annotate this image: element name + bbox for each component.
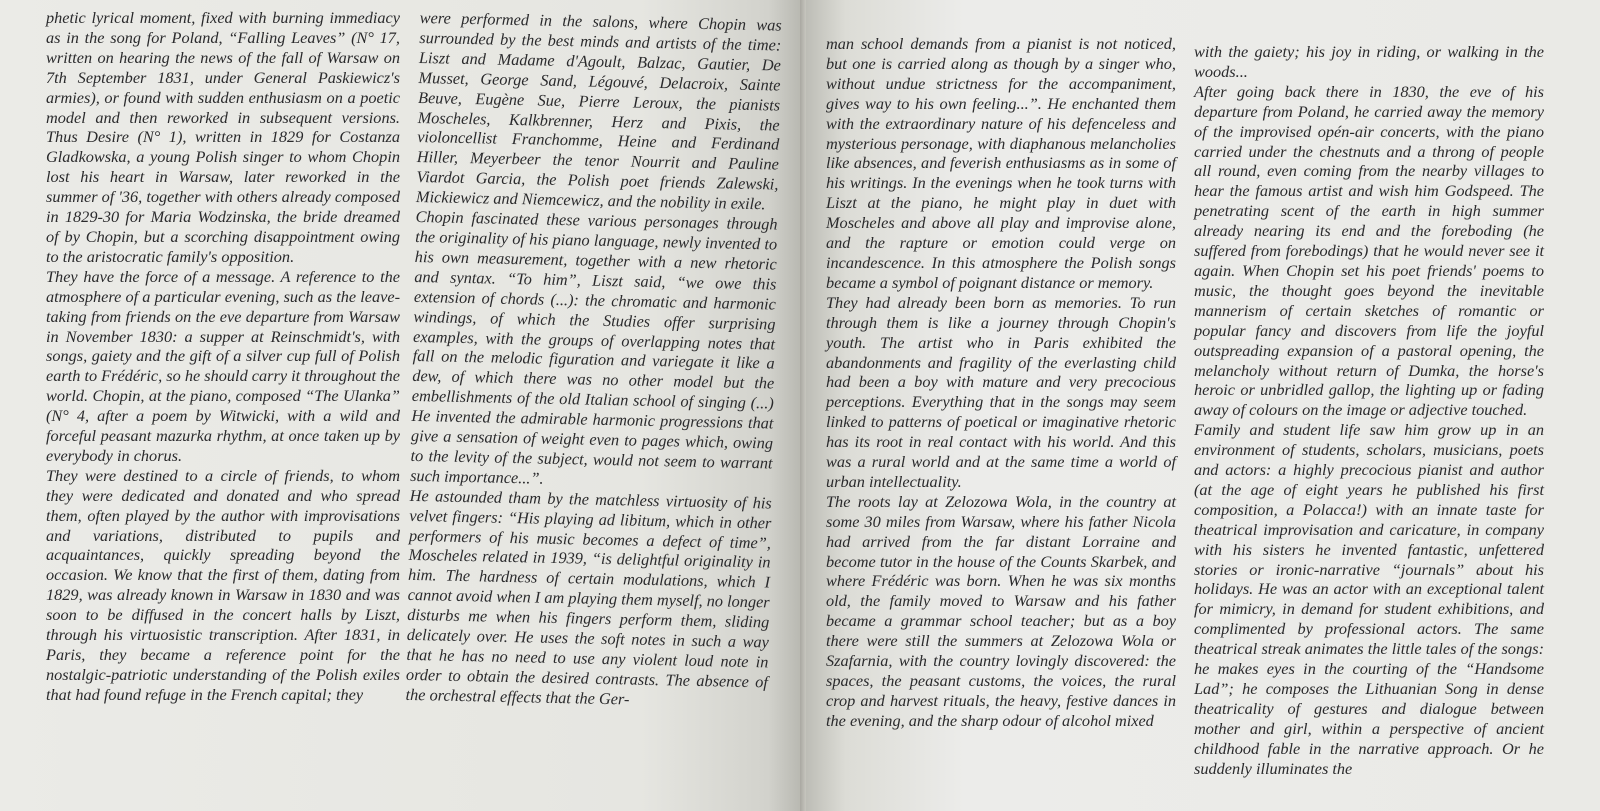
paragraph: The roots lay at Zelozowa Wola, in the country at some 30 miles from Warsaw, where his father Nicola had arrived from the far distant Lorraine and become tutor in the house of the Counts Skarbek, and where Frédéric was born. When he was six months old, the family moved to Warsaw and his father became a grammar school teacher; but as a boy there were still the summers at Zelozowa Wola or Szafarnia, with the country lovingly discovered: the spaces, the peasant customs, the voices, the rural crop and harvest rituals, the heavy, festive dances in the evening, and the sharp odour of alcohol mixed [826,491,1176,730]
right-page-column-2 [1194,42,1544,779]
right-page-column-1 [826,34,1176,731]
paragraph: man school demands from a pianist is not noticed, but one is carried along as though by a singer who, without undue strictness for the accompaniment, gives way to his own feeling...”. He enchanted them with the extraordinary nature of his defenceless and mysterious personage, with diaphanous melancholies like absences, and feverish enthusiasms as in some of his writings. In the evenings when he took turns with Liszt at the piano, he might play in duet with Moscheles and above all play and improvise alone, and the rapture or emotion could verge on incandescence. In this atmosphere the Polish songs became a symbol of poignant distance or memory. [826,34,1176,292]
paragraph: They had already been born as memories. To run through them is like a journey through Chopin's youth. The artist who in Paris exhibited the abandonments and fragility of the everlasting child had been a boy with mature and very precocious perceptions. Everything that in the songs may seem linked to patterns of poetical or imaginative rhetoric has its root in real contact with his world. And this was a rural world and at the same time a world of urban intellectuality. [826,292,1176,491]
paragraph: They have the force of a message. A reference to the atmosphere of a particular evening, such as the leave-taking from friends on the eve departure from Warsaw in November 1830: a supper at Reinschmidt's, with songs, gaiety and the gift of a silver cup full of Polish earth to Frédéric, so he should carry it throughout the world. Chopin, at the piano, composed “The Ulanka” (N° 4, after a poem by Witwicki, with a wild and forceful peasant mazurka rhythm, at once taken up by everybody in chorus. [46,266,400,465]
paragraph: Family and student life saw him grow up in an environment of students, scholars, musicians, poets and actors: a highly precocious pianist and author (at the age of eight years he published his first composition, a Polacca!) with an innate taste for theatrical improvisation and caricature, in company with his sisters he invented fantastic, unfettered stories or ironic-narrative “journals” about his holidays. He was an actor with an exceptional talent for mimicry, in demand for student exhibitions, and complimented by professional actors. The same theatrical streak animates the little tales of the songs: he makes eyes in the courting of the “Handsome Lad”; he composes the Lithuanian Song in dense theatricality of gestures and dialogue between mother and girl, within a perspective of ancient childhood fable in the narrative approach. Or he suddenly illuminates the [1194,420,1544,778]
paragraph: He astounded tham by the matchless virtuosity of his velvet fingers: “His playing ad libitum, which in other performers of his music becomes a defect of time”, Moscheles related in 1939, “is delightful originality in him. The hardness of certain modulations, which I cannot avoid when I am playing them myself, no longer disturbs me when his fingers perform them, sliding delicately over. He uses the soft notes in such a way that he has no need to use any violent loud note in order to obtain the desired contrasts. The absence of the orchestral effects that the Ger- [405,485,772,709]
paragraph: phetic lyrical moment, fixed with burning immediacy as in the song for Poland, “Falling Leaves” (N° 17, written on hearing the news of the fall of Warsaw on 7th September 1831, under General Paskiewicz's armies), or found with sudden enthusiasm on a poetic model and then reworked in subsequent versions. Thus Desire (N° 1), written in 1829 for Costanza Gladkowska, a young Polish singer to whom Chopin lost his heart in Warsaw, later reworked in the summer of '36, together with others already composed in 1829-30 for Maria Wodzinska, the bride dreamed of by Chopin, but a scorching disappointment owing to the aristocratic family's opposition. [46,8,400,266]
paragraph: with the gaiety; his joy in riding, or walking in the woods... [1194,42,1544,81]
left-page-column-1 [46,8,400,705]
paragraph: After going back there in 1830, the eve of his departure from Poland, he carried away the memory of the improvised opén-air concerts, with the piano carried under the chestnuts and a throng of people all round, even coming from the nearby villages to hear the famous artist and wish him Godspeed. The penetrating scent of the earth in high summer already nearing its end and the foreboding (he suffered from forebodings) that he would never see it again. When Chopin set his poet friends' poems to music, the thought goes beyond the inevitable mannerism of certain sketches of romantic or popular fancy and discovers from life the joyful outspreading expansion of a pastoral opening, the melancholy without return of Dumka, the horse's heroic or unbridled gallop, the lighting up or fading away of colours on the image or adjective touched. [1194,81,1544,420]
right-page [806,0,1600,811]
paragraph: were performed in the salons, where Chopin was surrounded by the best minds and artists of the time: Liszt and Madame d'Agoult, Balzac, Gautier, De Musset, George Sand, Légouvé, Delacroix, Sainte Beuve, Eugène Sue, Pierre Leroux, the pianists Moscheles, Kalkbrenner, Herz and Pixis, the violoncellist Franchomme, Heine and Ferdinand Hiller, Meyerbeer the tenor Nourrit and Pauline Viardot Garcia, the Polish poet friends Zalewski, Mickiewicz and Niemcewicz, and the nobility in exile. [415,8,782,214]
left-page-column-2 [405,8,782,712]
paragraph: They were destined to a circle of friends, to whom they were dedicated and donated and who spread them, often played by the author with improvisations and variations, distributed to pupils and acquaintances, quickly spreading beyond the occasion. We know that the first of them, dating from 1829, was already known in Warsaw in 1830 and was soon to be diffused in the concert halls by Liszt, through his virtuosistic transcription. After 1831, in Paris, they became a reference point for the nostalgic-patriotic understanding of the Polish exiles that had found refuge in the French capital; they [46,465,400,704]
paragraph: Chopin fascinated these various personages through the originality of his piano language, newly invented to his own measurement, together with a new rhetoric and syntax. “To him”, Liszt said, “we owe this extension of chords (...): the chromatic and harmonic windings, of which the Studies offer surprising examples, with the groups of overlapping notes that fall on the melodic figuration and variegate it like a dew, of which there was no other model but the embellishments of the old Italian school of singing (...) He invented the admirable harmonic progressions that give a sensation of weight even to pages which, owing to the levity of the subject, would not seem to warrant such importance...”. [410,207,778,488]
